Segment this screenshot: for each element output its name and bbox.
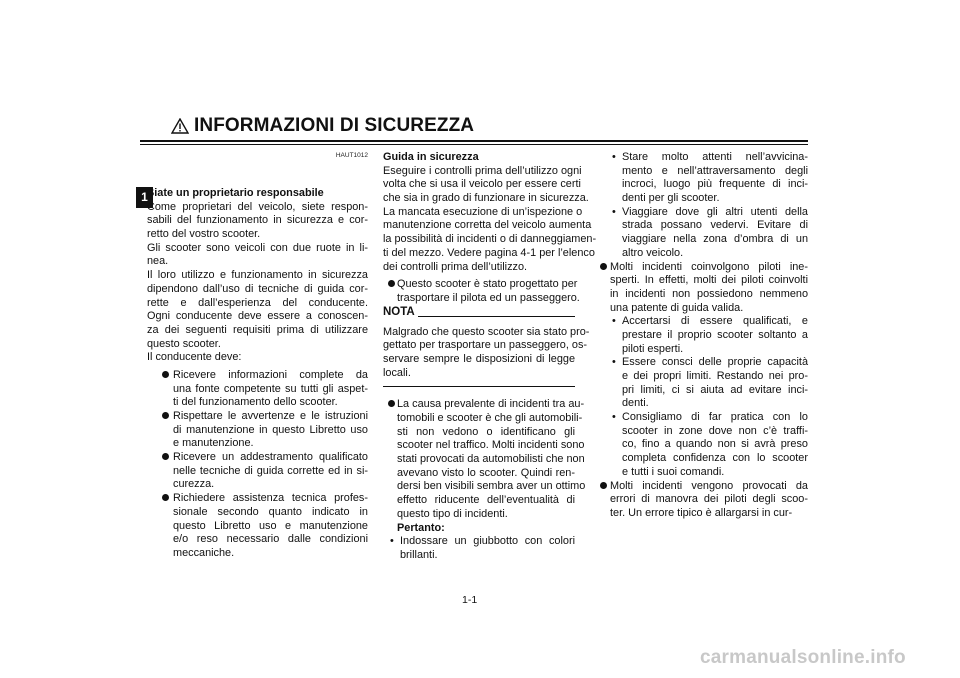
bullet-dot-icon <box>600 261 607 275</box>
text-line: una patente di guida valida. <box>610 301 744 314</box>
text-line: Siate un proprietario responsabile <box>147 187 324 199</box>
sub-bullet-item <box>383 535 575 562</box>
text-line: locali. <box>383 366 411 379</box>
text-line: Il conducente deve: <box>147 351 242 364</box>
text-line: curezza. <box>173 478 215 491</box>
text-line: Viaggiare dove gli altri utenti della <box>622 205 808 218</box>
sub-bullet-item <box>598 411 808 479</box>
text-line: e dei propri limiti. Restando nei pro- <box>622 370 808 382</box>
text-line: prestare il proprio scooter soltanto a <box>622 328 808 341</box>
text-line: Essere consci delle proprie capacità <box>622 356 808 369</box>
bullet-subheading <box>383 522 575 536</box>
text-line: rette e dall’esperienza del conducente. <box>147 296 368 309</box>
bullet-item <box>147 492 368 560</box>
text-line: viaggiare nella zona d’ombra di un <box>622 233 808 246</box>
text-line: questo tipo di incidenti. <box>397 507 508 520</box>
text-line: Guida in sicurezza <box>383 151 479 163</box>
bullet-item <box>147 369 368 410</box>
text-line: e tutti i suoi comandi. <box>622 465 725 478</box>
sub-bullet-icon: • <box>612 315 616 328</box>
text-line: manutenzione corretta del veicolo aumenta <box>383 219 592 232</box>
text-line: nea. <box>147 255 169 268</box>
paragraph <box>383 325 590 381</box>
sub-bullet-item <box>598 315 808 356</box>
text-line: Gli scooter sono veicoli con due ruote in li- <box>147 241 368 254</box>
bullet-item <box>598 261 808 316</box>
text-line: Molti incidenti vengono provocati da <box>610 479 808 492</box>
text-line: Indossare un giubbotto con colori <box>400 535 575 548</box>
text-line: Come proprietari del veicolo, siete respon- <box>147 200 368 213</box>
paragraph <box>147 269 368 351</box>
text-line: La causa prevalente di incidenti tra au- <box>397 398 585 411</box>
text-line: scooter in zone dove non c’è traffi- <box>622 424 808 437</box>
text-line: gettato per trasportare un passeggero, os- <box>383 339 588 352</box>
title-rule-thin <box>140 144 808 145</box>
warning-triangle-icon <box>171 118 189 134</box>
text-line: ti del funzionamento dello scooter. <box>173 396 338 409</box>
text-line: sionale secondo quanto indicato in <box>173 505 368 518</box>
text-line: pri limiti, ci si aiuta ad evitare inci- <box>622 383 808 396</box>
text-line: sabili del funzionamento in sicurezza e cor- <box>147 214 368 227</box>
text-line: una fonte competente su tutti gli aspet- <box>173 382 368 395</box>
bullet-dot-icon <box>162 492 169 506</box>
text-line: Questo scooter è stato progettato per <box>397 278 578 291</box>
text-line: in incidenti non possiedono nemmeno <box>610 287 808 300</box>
title-text: INFORMAZIONI DI SICUREZZA <box>194 115 475 136</box>
text-line: Ricevere un addestramento qualificato <box>173 451 368 464</box>
sub-bullet-icon: • <box>390 535 394 548</box>
text-line: retto del vostro scooter. <box>147 228 261 241</box>
text-line: nelle tecniche di guida corrette ed in si- <box>173 464 368 477</box>
text-line: mento e nell’attraversamento degli <box>622 164 808 177</box>
section-heading <box>147 187 368 201</box>
text-line: questo scooter. <box>147 337 221 350</box>
column-2 <box>383 151 597 563</box>
text-line: co, fino a quando non si avrà preso <box>622 438 808 451</box>
text-line: e/o reso necessario dalle condizioni <box>173 533 368 546</box>
bullet-item <box>147 410 368 451</box>
text-line: za dei seguenti requisiti prima di utilizzare <box>147 323 368 336</box>
text-line: Accertarsi di essere qualificati, e <box>622 315 808 328</box>
text-line: la possibilità di incidenti o di danneggiamen- <box>383 233 597 246</box>
paragraph <box>147 201 368 242</box>
text-line: scooter nel traffico. Molti incidenti sono <box>397 439 585 452</box>
nota-heading <box>383 306 575 320</box>
sub-bullet-icon: • <box>612 205 616 218</box>
sub-bullet-item <box>598 151 808 206</box>
text-line: ti del mezzo. Vedere pagina 4-1 per l’elenco <box>383 246 595 259</box>
page-title <box>171 115 474 137</box>
bullet-item <box>383 398 586 521</box>
text-line: sperti. In effetti, molti dei piloti coinvolti <box>610 274 808 287</box>
text-line: altro veicolo. <box>622 246 684 259</box>
sub-bullet-icon: • <box>612 356 616 369</box>
sub-bullet-item <box>598 356 808 411</box>
bullet-item <box>147 451 368 492</box>
text-line: dersi ben visibili sembra aver un ottimo <box>397 480 586 493</box>
text-line: Richiedere assistenza tecnica profes- <box>173 492 368 505</box>
text-line: Ogni conducente deve essere a conoscen- <box>147 310 368 323</box>
column-3 <box>598 151 808 521</box>
text-line: trasportare il pilota ed un passeggero. <box>397 291 580 304</box>
text-line: brillanti. <box>400 548 438 561</box>
text-line: servare sempre le disposizioni di legge <box>383 352 575 365</box>
text-line: dei controlli prima dell’utilizzo. <box>383 260 528 273</box>
paragraph <box>147 242 368 269</box>
text-line: Malgrado che questo scooter sia stato pro- <box>383 325 590 338</box>
paragraph <box>147 351 368 365</box>
text-line: strada possano vedervi. Evitare di <box>622 219 808 232</box>
nota-label: NOTA <box>383 305 415 318</box>
text-line: di manutenzione in questo Libretto uso <box>173 423 368 436</box>
text-line: tomobili e scooter è che gli automobili- <box>397 412 583 424</box>
text-line: denti. <box>622 397 649 410</box>
text-line: e manutenzione. <box>173 437 254 450</box>
bullet-dot-icon <box>162 410 169 424</box>
page-number: 1-1 <box>462 594 478 606</box>
text-line: Pertanto: <box>397 521 445 534</box>
sub-bullet-item <box>598 206 808 261</box>
sub-bullet-icon: • <box>612 411 616 424</box>
column-1 <box>147 187 368 561</box>
text-line: La mancata esecuzione di un’ispezione o <box>383 205 583 218</box>
text-line: avevano visto lo scooter. Quindi ren- <box>397 466 575 479</box>
bullet-dot-icon <box>600 480 607 494</box>
text-line: questo Libretto uso e manutenzione <box>173 519 368 532</box>
bullet-item <box>383 278 580 305</box>
bullet-dot-icon <box>162 451 169 465</box>
text-line: meccaniche. <box>173 546 235 559</box>
text-line: Ricevere informazioni complete da <box>173 368 368 381</box>
paragraph <box>383 164 597 275</box>
chapter-tab: 1 <box>136 187 153 208</box>
text-line: effetto riducente dell’eventualità di <box>397 494 575 507</box>
text-line: incroci, luogo più frequente di inci- <box>622 178 808 191</box>
text-line: Il loro utilizzo e funzionamento in sicurezza <box>147 269 368 282</box>
text-line: denti per gli scooter. <box>622 192 720 205</box>
text-line: errori di manovra dei piloti degli scoo- <box>610 493 808 506</box>
text-line: Stare molto attenti nell’avvicina- <box>622 151 808 163</box>
watermark: carmanualsonline.info <box>700 647 906 668</box>
section-code: HAUT1012 <box>335 152 368 159</box>
sub-bullet-icon: • <box>612 151 616 163</box>
section-heading <box>383 151 575 165</box>
text-line: piloti esperti. <box>622 342 684 355</box>
bullet-dot-icon <box>162 369 169 383</box>
text-line: sti non vedono o identificano gli <box>397 425 575 438</box>
text-line: Rispettare le avvertenze e le istruzioni <box>173 410 368 422</box>
bullet-item <box>598 480 808 521</box>
text-line: ter. Un errore tipico è allargarsi in cur- <box>610 506 793 519</box>
text-line: che sia in grado di funzionare in sicurezza. <box>383 192 589 205</box>
text-line: Eseguire i controlli prima dell’utilizzo ogni <box>383 164 582 177</box>
text-line: completa confidenza con lo scooter <box>622 452 808 465</box>
text-line: Consigliamo di far pratica con lo <box>622 411 808 424</box>
title-rule <box>140 140 808 142</box>
bullet-dot-icon <box>388 398 395 412</box>
text-line: Molti incidenti coinvolgono piloti ine- <box>610 260 808 273</box>
text-line: stati provocati da automobilisti che non <box>397 453 585 466</box>
divider <box>383 386 575 387</box>
nota-rule <box>418 316 575 317</box>
bullet-dot-icon <box>388 278 395 292</box>
text-line: volta che si usa il veicolo per essere certi <box>383 178 581 191</box>
text-line: dipendono dall’uso di tecniche di guida cor- <box>147 282 368 295</box>
